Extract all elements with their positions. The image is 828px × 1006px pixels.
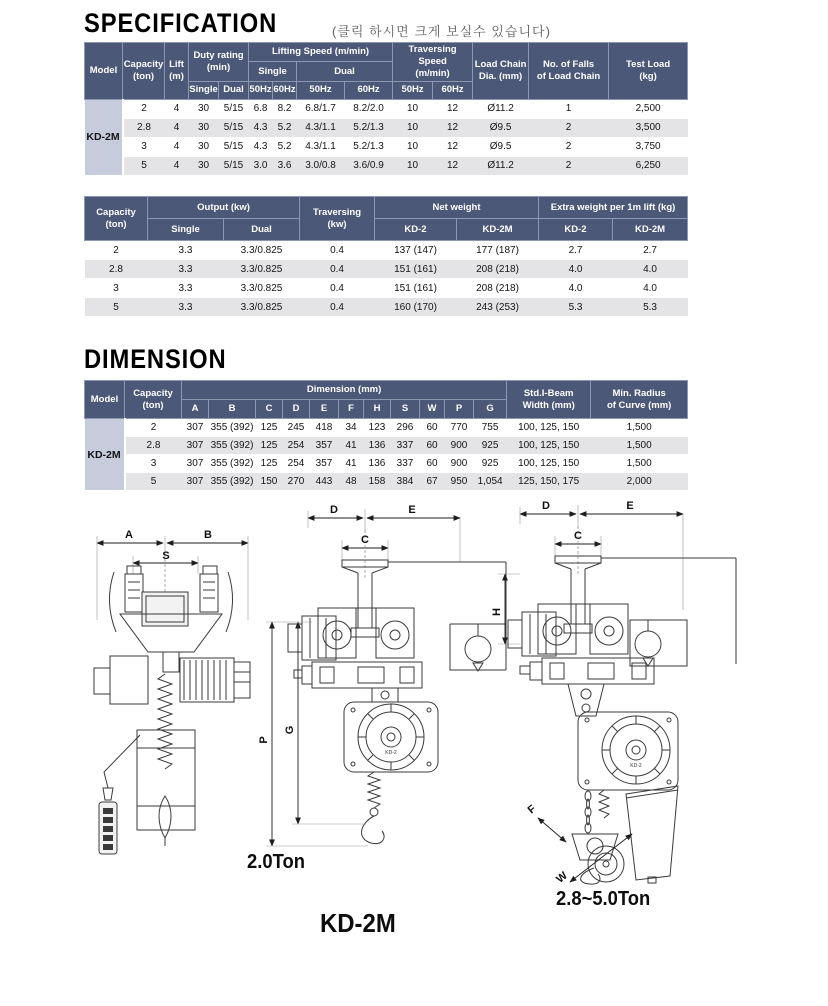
drawing-side-view-2ton: [254, 502, 514, 854]
table-cell: 925: [474, 437, 507, 455]
table-cell: Ø11.2: [473, 99, 529, 118]
col-header-A: A: [182, 400, 209, 419]
table-cell: 3.6/0.9: [345, 156, 393, 175]
table-cell: 4: [165, 156, 189, 175]
table-row: [85, 437, 688, 455]
table-cell: 950: [445, 473, 474, 491]
table-cell: 2: [85, 241, 148, 260]
table-cell: 5/15: [219, 99, 249, 118]
table-cell: 3.6: [273, 156, 297, 175]
table-cell: 3: [85, 279, 148, 298]
table-cell: 900: [445, 455, 474, 473]
table-cell: 337: [391, 455, 420, 473]
table-cell: 208 (218): [457, 260, 539, 279]
table-cell: 2.8: [85, 260, 148, 279]
table-cell: 418: [310, 419, 339, 437]
col-header-duty-rating: Duty rating (min): [189, 43, 249, 82]
col-header-single: Single: [148, 219, 224, 241]
table-cell: 1,054: [474, 473, 507, 491]
col-header-load-chain: Load Chain Dia. (mm): [473, 43, 529, 100]
table-cell: 41: [339, 455, 364, 473]
table-row: [85, 137, 688, 156]
dim-label-e: E: [626, 500, 634, 512]
table-cell: 150: [256, 473, 283, 491]
table-cell: 355 (392): [209, 455, 256, 473]
dim-label-h: H: [491, 608, 503, 616]
pendant-button: [103, 844, 113, 850]
table-cell: 5.3: [539, 298, 613, 317]
table-cell: 3: [125, 455, 182, 473]
table-cell: 254: [283, 437, 310, 455]
table-cell: 4.0: [539, 279, 613, 298]
table-cell: 3.3: [148, 298, 224, 317]
table-cell: 5.2: [273, 137, 297, 156]
table-cell: 125: [256, 419, 283, 437]
col-header-kd2m: KD-2M: [457, 219, 539, 241]
table-cell: 5/15: [219, 156, 249, 175]
table-row: [85, 419, 688, 437]
table-row: [85, 260, 688, 279]
col-header-model: Model: [85, 43, 123, 100]
table-cell: 0.4: [300, 298, 375, 317]
col-header-60hz: 60Hz: [345, 81, 393, 99]
col-header-extra-weight: Extra weight per 1m lift (kg): [539, 197, 688, 219]
table-cell: 357: [310, 455, 339, 473]
table-cell: 3.3/0.825: [224, 241, 300, 260]
col-header-G: G: [474, 400, 507, 419]
table-cell: 41: [339, 437, 364, 455]
table-cell: 177 (187): [457, 241, 539, 260]
table-cell: 296: [391, 419, 420, 437]
table-cell: 100, 125, 150: [507, 437, 591, 455]
table-cell: 48: [339, 473, 364, 491]
table-cell: 2.7: [539, 241, 613, 260]
col-header-P: P: [445, 400, 474, 419]
table-cell: 2: [529, 118, 609, 137]
output-weight-table: [84, 196, 688, 317]
col-header-dimension-group: Dimension (mm): [182, 381, 507, 400]
caption-model-kd2m: KD-2M: [320, 908, 396, 938]
col-header-capacity: Capacity (ton): [123, 43, 165, 100]
col-header-50hz: 50Hz: [393, 81, 433, 99]
dim-label-d: D: [542, 500, 550, 512]
table-cell: 755: [474, 419, 507, 437]
col-header-single: Single: [249, 62, 297, 81]
zoom-note: (클릭 하시면 크게 보실수 있습니다): [332, 24, 551, 39]
table-cell: 3.3/0.825: [224, 260, 300, 279]
table-cell: 355 (392): [209, 419, 256, 437]
col-header-60hz: 60Hz: [273, 81, 297, 99]
dim-label-a: A: [125, 529, 133, 541]
table-cell: 5/15: [219, 137, 249, 156]
table-cell: 0.4: [300, 241, 375, 260]
col-header-duty-dual: Dual: [219, 81, 249, 99]
table-cell: 30: [189, 156, 219, 175]
col-header-kd2m: KD-2M: [613, 219, 688, 241]
table-cell: 307: [182, 437, 209, 455]
table-cell: 4.0: [613, 279, 688, 298]
dimension-table: [84, 380, 688, 491]
table-cell: 770: [445, 419, 474, 437]
col-header-H: H: [364, 400, 391, 419]
col-header-B: B: [209, 400, 256, 419]
col-header-ibeam: Std.I-Beam Width (mm): [507, 381, 591, 419]
table-cell: 6.8: [249, 99, 273, 118]
table-cell: 0.4: [300, 279, 375, 298]
table-cell: 5.2/1.3: [345, 118, 393, 137]
table-cell: 355 (392): [209, 473, 256, 491]
col-header-test-load: Test Load (kg): [609, 43, 688, 100]
table-cell: 10: [393, 99, 433, 118]
table-cell: 5.3: [613, 298, 688, 317]
table-cell: 0.4: [300, 260, 375, 279]
table-cell: 5: [85, 298, 148, 317]
table-cell: 151 (161): [375, 260, 457, 279]
table-cell: 3.3: [148, 279, 224, 298]
table-cell: 1: [529, 99, 609, 118]
table-cell: 30: [189, 137, 219, 156]
table-cell: 2: [529, 137, 609, 156]
table-cell: 123: [364, 419, 391, 437]
pendant-button: [103, 808, 113, 814]
caption-2ton: 2.0Ton: [247, 851, 305, 873]
col-header-falls: No. of Falls of Load Chain: [529, 43, 609, 100]
table-cell: 3: [123, 137, 165, 156]
table-row: [85, 473, 688, 491]
col-header-dual: Dual: [297, 62, 393, 81]
table-cell: 307: [182, 419, 209, 437]
col-header-traversing: Traversing (kw): [300, 197, 375, 241]
table-cell: 1,500: [591, 419, 688, 437]
table-cell: 3.3/0.825: [224, 298, 300, 317]
table-cell: 900: [445, 437, 474, 455]
col-header-model: Model: [85, 381, 125, 419]
table-cell: 2.8: [125, 437, 182, 455]
caption-28-50ton: 2.8~5.0Ton: [556, 888, 651, 910]
hub-label: KD-2: [630, 763, 642, 769]
page-title-specification: SPECIFICATION: [84, 8, 278, 38]
table-cell: Ø11.2: [473, 156, 529, 175]
col-header-E: E: [310, 400, 339, 419]
table-cell: 5.2/1.3: [345, 137, 393, 156]
table-cell: 254: [283, 455, 310, 473]
table-cell: 151 (161): [375, 279, 457, 298]
model-cell: KD-2M: [85, 99, 123, 175]
table-cell: 60: [420, 455, 445, 473]
dim-label-c: C: [574, 530, 582, 542]
table-cell: 5: [125, 473, 182, 491]
table-cell: 4.0: [613, 260, 688, 279]
table-cell: 337: [391, 437, 420, 455]
table-cell: 30: [189, 99, 219, 118]
table-cell: 2.7: [613, 241, 688, 260]
table-cell: 8.2: [273, 99, 297, 118]
table-cell: 3.3: [148, 241, 224, 260]
model-cell: KD-2M: [85, 419, 125, 491]
page-title-dimension: DIMENSION: [84, 344, 227, 374]
table-cell: 160 (170): [375, 298, 457, 317]
table-cell: 12: [433, 118, 473, 137]
table-cell: 443: [310, 473, 339, 491]
col-header-kd2: KD-2: [375, 219, 457, 241]
col-header-dual: Dual: [224, 219, 300, 241]
table-row: [85, 156, 688, 175]
col-header-W: W: [420, 400, 445, 419]
table-cell: 30: [189, 118, 219, 137]
col-header-S: S: [391, 400, 420, 419]
table-cell: 4.3: [249, 137, 273, 156]
col-header-C: C: [256, 400, 283, 419]
table-cell: 6.8/1.7: [297, 99, 345, 118]
table-cell: 10: [393, 156, 433, 175]
table-cell: 4.3: [249, 118, 273, 137]
table-row: [85, 241, 688, 260]
table-cell: 2,000: [591, 473, 688, 491]
dim-label-s: S: [162, 550, 170, 562]
table-cell: 10: [393, 137, 433, 156]
table-cell: 5: [123, 156, 165, 175]
table-cell: 307: [182, 473, 209, 491]
table-cell: 8.2/2.0: [345, 99, 393, 118]
col-header-net-weight: Net weight: [375, 197, 539, 219]
table-cell: 136: [364, 455, 391, 473]
col-header-lift: Lift (m): [165, 43, 189, 100]
col-header-duty-single: Single: [189, 81, 219, 99]
pendant-button: [103, 817, 113, 823]
table-cell: 12: [433, 137, 473, 156]
col-header-F: F: [339, 400, 364, 419]
table-cell: 137 (147): [375, 241, 457, 260]
table-cell: 4.3/1.1: [297, 137, 345, 156]
col-header-50hz: 50Hz: [249, 81, 273, 99]
table-cell: 384: [391, 473, 420, 491]
table-cell: 925: [474, 455, 507, 473]
table-cell: 125: [256, 455, 283, 473]
dim-label-d: D: [330, 504, 338, 516]
pendant-button: [103, 826, 113, 832]
table-cell: 355 (392): [209, 437, 256, 455]
table-cell: 270: [283, 473, 310, 491]
table-cell: 34: [339, 419, 364, 437]
table-cell: 6,250: [609, 156, 688, 175]
table-cell: 2.8: [123, 118, 165, 137]
table-cell: 12: [433, 156, 473, 175]
table-cell: 125, 150, 175: [507, 473, 591, 491]
col-header-lifting-speed: Lifting Speed (m/min): [249, 43, 393, 62]
table-cell: 2: [123, 99, 165, 118]
table-cell: 4.0: [539, 260, 613, 279]
col-header-capacity: Capacity (ton): [125, 381, 182, 419]
col-header-output: Output (kw): [148, 197, 300, 219]
hub-label: KD-2: [385, 750, 397, 756]
dim-label-e: E: [408, 504, 416, 516]
col-header-min-radius: Min. Radius of Curve (mm): [591, 381, 688, 419]
table-cell: 60: [420, 437, 445, 455]
table-cell: 3.0: [249, 156, 273, 175]
dim-label-b: B: [204, 529, 212, 541]
table-cell: 67: [420, 473, 445, 491]
table-cell: 307: [182, 455, 209, 473]
pendant-button: [103, 835, 113, 841]
table-cell: Ø9.5: [473, 137, 529, 156]
table-cell: 243 (253): [457, 298, 539, 317]
dim-label-f: F: [525, 802, 539, 817]
dim-label-p: P: [258, 736, 270, 744]
table-cell: 4: [165, 99, 189, 118]
table-cell: 3.3: [148, 260, 224, 279]
table-cell: 10: [393, 118, 433, 137]
table-row: [85, 118, 688, 137]
table-cell: 3,750: [609, 137, 688, 156]
table-cell: 12: [433, 99, 473, 118]
table-cell: 4: [165, 118, 189, 137]
drawing-front-view: [84, 510, 254, 855]
table-cell: Ø9.5: [473, 118, 529, 137]
table-cell: 2: [125, 419, 182, 437]
specification-table: [84, 42, 688, 176]
table-row: [85, 279, 688, 298]
table-cell: 4: [165, 137, 189, 156]
table-cell: 2,500: [609, 99, 688, 118]
table-cell: 100, 125, 150: [507, 455, 591, 473]
table-cell: 3,500: [609, 118, 688, 137]
col-header-50hz: 50Hz: [297, 81, 345, 99]
table-cell: 158: [364, 473, 391, 491]
table-cell: 125: [256, 437, 283, 455]
table-cell: 5.2: [273, 118, 297, 137]
table-cell: 1,500: [591, 437, 688, 455]
dim-label-c: C: [361, 534, 369, 546]
table-cell: 4.3/1.1: [297, 118, 345, 137]
table-cell: 2: [529, 156, 609, 175]
table-row: [85, 99, 688, 118]
col-header-60hz: 60Hz: [433, 81, 473, 99]
drawing-side-view-5ton: [490, 498, 748, 886]
col-header-capacity: Capacity (ton): [85, 197, 148, 241]
table-cell: 136: [364, 437, 391, 455]
table-cell: 100, 125, 150: [507, 419, 591, 437]
col-header-D: D: [283, 400, 310, 419]
table-cell: 208 (218): [457, 279, 539, 298]
table-cell: 245: [283, 419, 310, 437]
table-cell: 60: [420, 419, 445, 437]
table-row: [85, 455, 688, 473]
dim-label-g: G: [284, 725, 296, 735]
table-cell: 3.0/0.8: [297, 156, 345, 175]
table-cell: 5/15: [219, 118, 249, 137]
table-row: [85, 298, 688, 317]
col-header-traversing-speed: Traversing Speed (m/min): [393, 43, 473, 82]
col-header-kd2: KD-2: [539, 219, 613, 241]
table-cell: 3.3/0.825: [224, 279, 300, 298]
dim-label-w: W: [554, 869, 570, 886]
table-cell: 1,500: [591, 455, 688, 473]
table-cell: 357: [310, 437, 339, 455]
